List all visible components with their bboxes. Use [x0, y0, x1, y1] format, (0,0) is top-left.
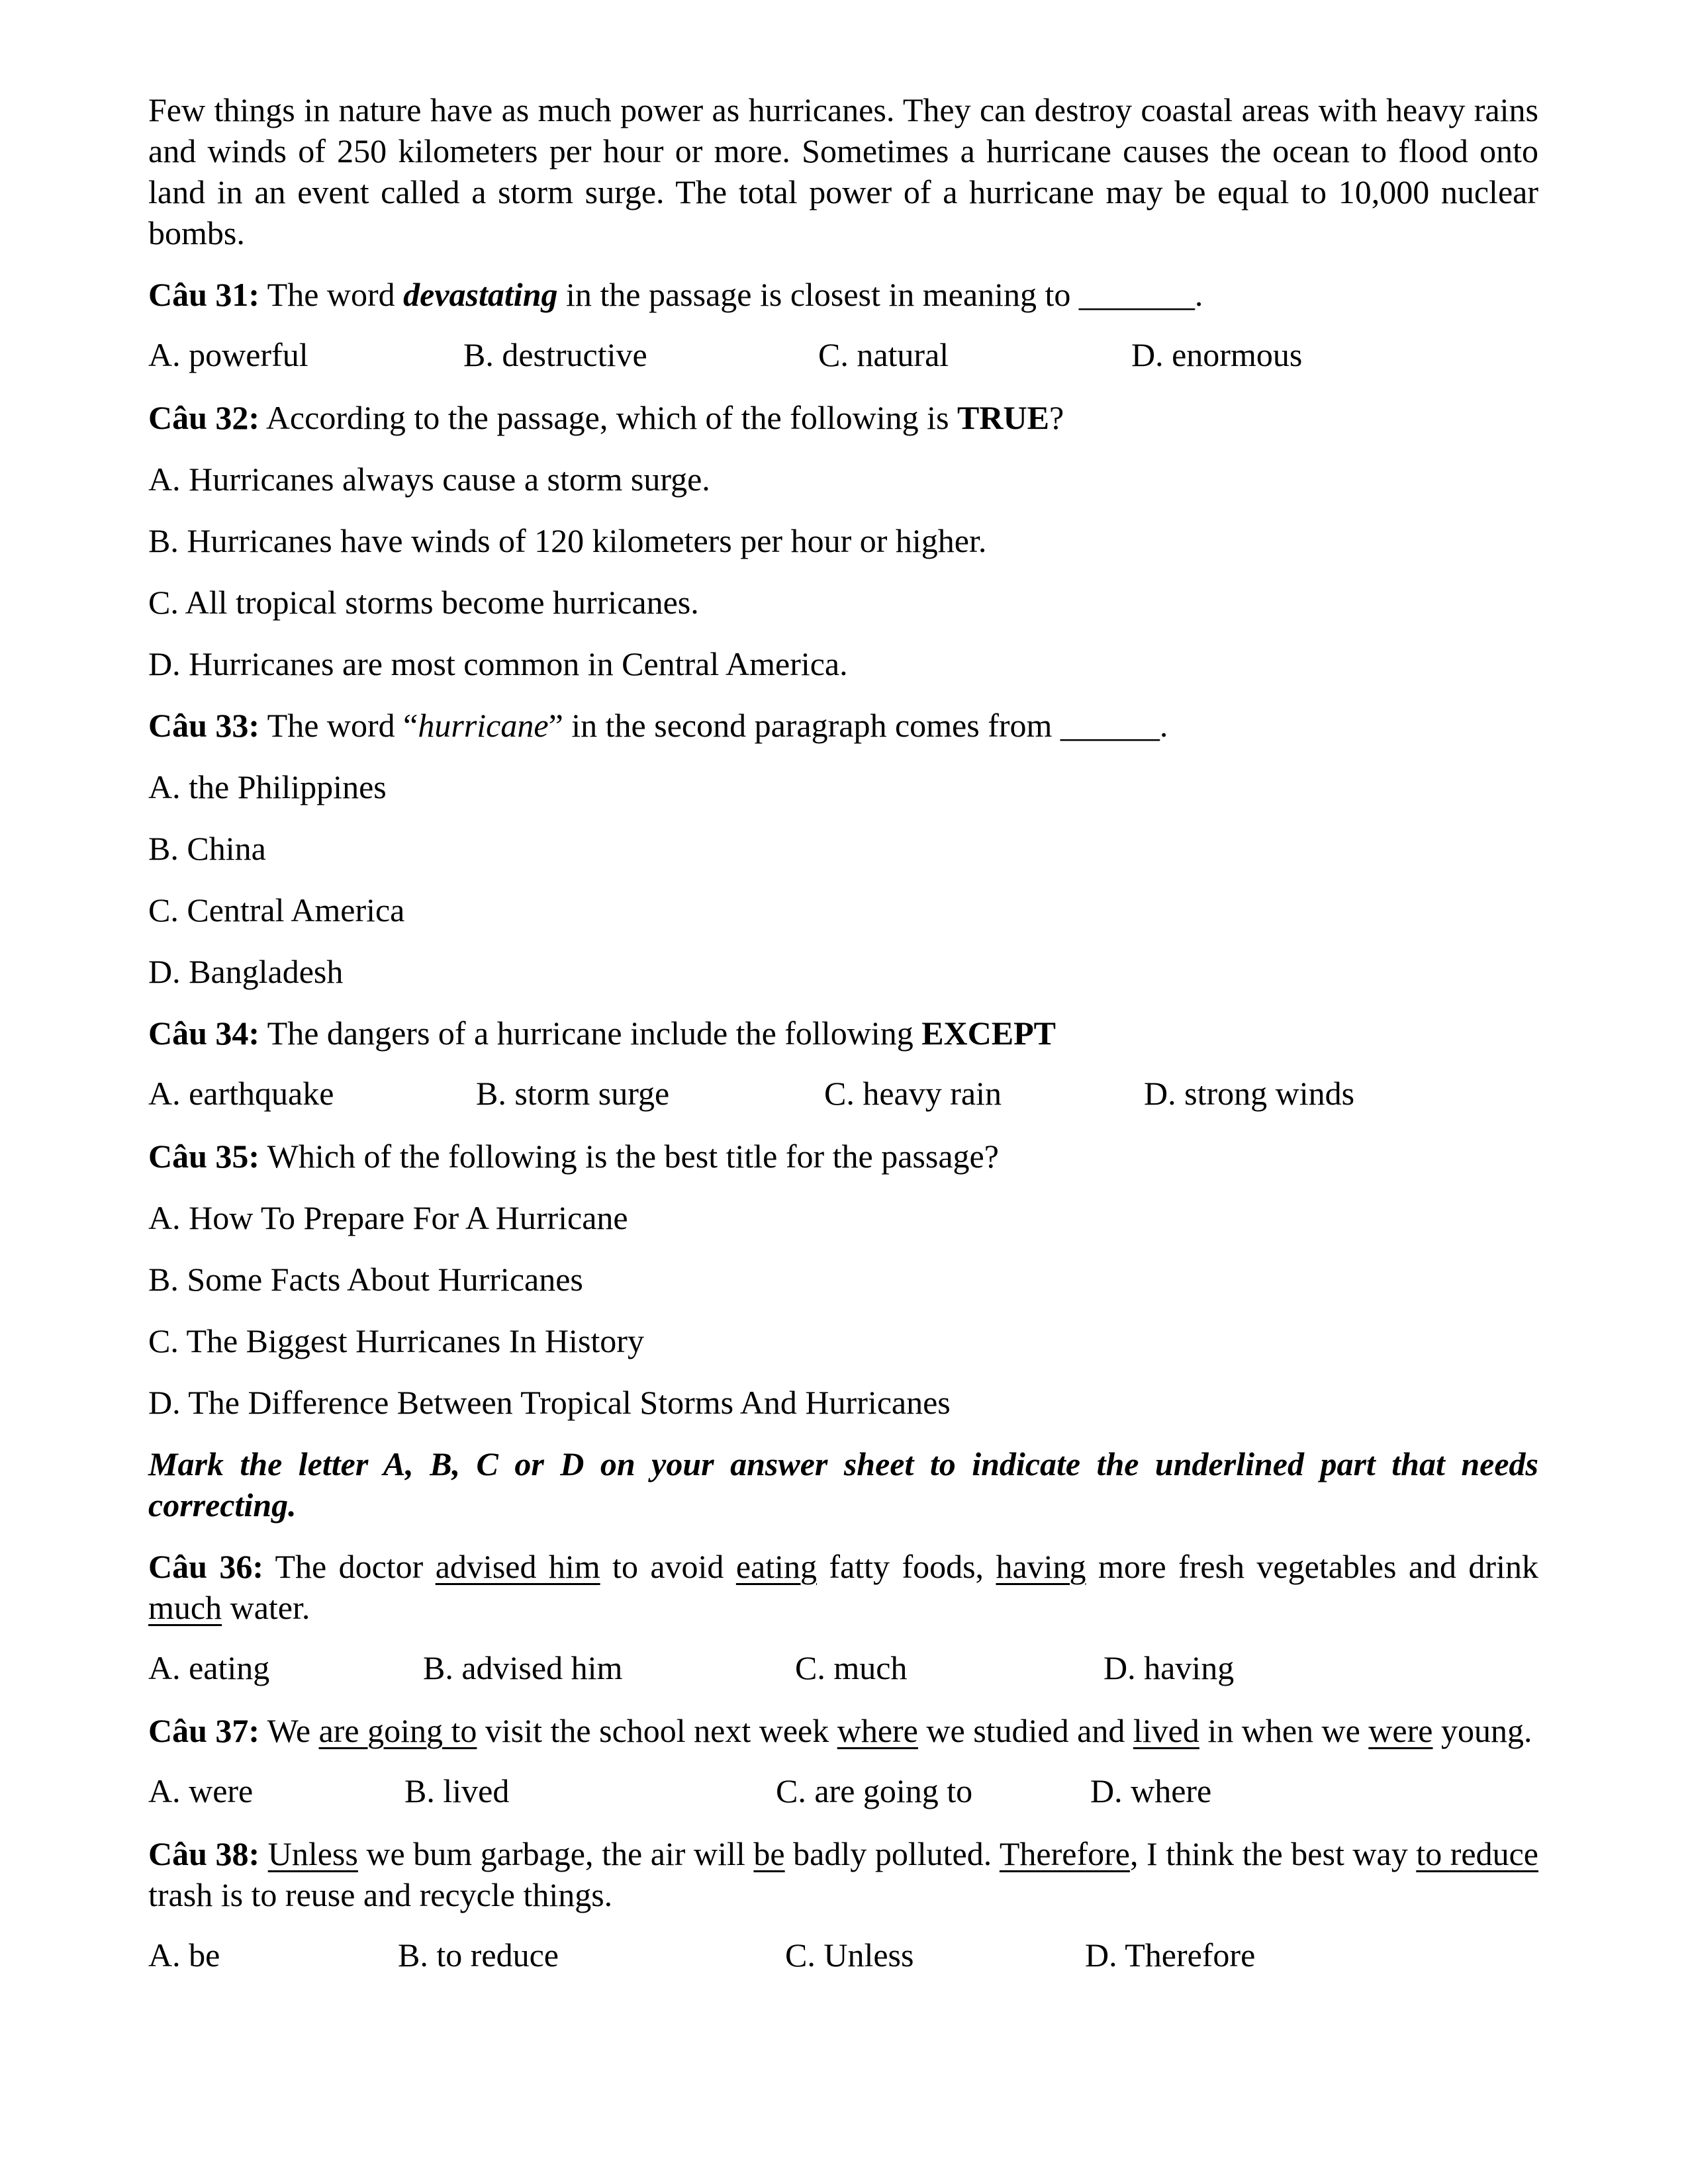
key-word: devastating: [403, 276, 558, 313]
key-word: hurricane: [418, 707, 549, 744]
underlined-part: are going to: [318, 1712, 477, 1749]
question-36: [148, 1546, 1538, 1628]
question-text: to avoid: [600, 1548, 736, 1585]
underlined-part: Unless: [267, 1835, 358, 1872]
option-c[interactable]: C. much: [795, 1649, 908, 1686]
option-c[interactable]: C. The Biggest Hurricanes In History: [148, 1322, 644, 1359]
option-b[interactable]: B. Hurricanes have winds of 120 kilometers per hour or higher.: [148, 522, 987, 559]
question-text: in when we: [1199, 1712, 1369, 1749]
question-text: The doctor: [263, 1548, 436, 1585]
underlined-part: Therefore: [999, 1835, 1130, 1872]
option-d[interactable]: D. Hurricanes are most common in Central America.: [148, 645, 848, 682]
reading-passage: Few things in nature have as much power as hurricanes. They can destroy coastal areas with heavy rains and winds of 250 kilometers per hour or more. Sometimes a hurricane causes the ocean to flood onto land in an event called a storm surge. The total power of a hurricane may be equal to 10,000 nuclear bombs.: [148, 91, 1538, 251]
options-row-34: [148, 1074, 1538, 1115]
question-text: water.: [222, 1589, 310, 1626]
question-label: Câu 36:: [148, 1548, 263, 1585]
question-text: visit the school next week: [477, 1712, 837, 1749]
option-c[interactable]: C. are going to: [776, 1772, 973, 1809]
options-row-38: [148, 1936, 1538, 1977]
option-a[interactable]: A. How To Prepare For A Hurricane: [148, 1199, 628, 1236]
question-text: The word: [259, 276, 404, 313]
question-text: ?: [1049, 399, 1064, 436]
options-row-31: [148, 336, 1538, 377]
question-text: Which of the following is the best title for the passage?: [259, 1138, 999, 1175]
underlined-part: were: [1368, 1712, 1433, 1749]
option-d[interactable]: D. enormous: [1131, 336, 1303, 373]
question-text: trash is to reuse and recycle things.: [148, 1876, 613, 1913]
option-a[interactable]: A. were: [148, 1772, 254, 1809]
underlined-part: advised him: [435, 1548, 600, 1585]
emphasis: TRUE: [957, 399, 1049, 436]
question-text: We: [259, 1712, 319, 1749]
question-label: Câu 35:: [148, 1138, 260, 1175]
question-34: [148, 1013, 1538, 1054]
underlined-part: having: [996, 1548, 1086, 1585]
option-a[interactable]: A. be: [148, 1936, 220, 1974]
question-label: Câu 31:: [148, 276, 260, 313]
option-b[interactable]: B. storm surge: [476, 1075, 670, 1112]
emphasis: EXCEPT: [921, 1015, 1056, 1052]
option-a[interactable]: A. Hurricanes always cause a storm surge.: [148, 461, 710, 498]
question-33: [148, 705, 1538, 746]
question-text: ” in the second paragraph comes from ______.: [548, 707, 1168, 744]
section-instruction: Mark the letter A, B, C or D on your answer sheet to indicate the underlined part that needs correcting.: [148, 1445, 1538, 1524]
question-text: fatty foods,: [817, 1548, 996, 1585]
underlined-part: be: [753, 1835, 785, 1872]
options-row-37: [148, 1772, 1538, 1813]
question-37: [148, 1710, 1538, 1751]
option-a[interactable]: A. the Philippines: [148, 768, 387, 805]
question-text: The word “: [259, 707, 418, 744]
question-text: , I think the best way: [1129, 1835, 1417, 1872]
question-label: Câu 37:: [148, 1712, 260, 1749]
option-d[interactable]: D. Bangladesh: [148, 953, 344, 990]
exam-page: [148, 89, 1538, 1977]
option-a[interactable]: A. earthquake: [148, 1075, 334, 1112]
question-text: more fresh vegetables and drink: [1086, 1548, 1538, 1585]
question-label: Câu 33:: [148, 707, 260, 744]
underlined-part: where: [837, 1712, 918, 1749]
question-38: [148, 1833, 1538, 1915]
option-d[interactable]: D. having: [1103, 1649, 1235, 1686]
option-a[interactable]: A. eating: [148, 1649, 270, 1686]
option-d[interactable]: D. The Difference Between Tropical Storms And Hurricanes: [148, 1384, 951, 1421]
option-c[interactable]: C. heavy rain: [824, 1075, 1002, 1112]
question-text: badly polluted.: [784, 1835, 1000, 1872]
option-c[interactable]: C. Unless: [785, 1936, 914, 1974]
option-b[interactable]: B. lived: [404, 1772, 510, 1809]
question-text: in the passage is closest in meaning to _______.: [557, 276, 1203, 313]
option-c[interactable]: C. natural: [818, 336, 949, 373]
underlined-part: eating: [735, 1548, 818, 1585]
option-b[interactable]: B. China: [148, 830, 266, 867]
option-b[interactable]: B. destructive: [463, 336, 647, 373]
underlined-part: lived: [1133, 1712, 1199, 1749]
option-d[interactable]: D. where: [1090, 1772, 1212, 1809]
underlined-part: to reduce: [1416, 1835, 1538, 1872]
option-b[interactable]: B. advised him: [423, 1649, 623, 1686]
question-text: The dangers of a hurricane include the following: [259, 1015, 922, 1052]
option-b[interactable]: B. Some Facts About Hurricanes: [148, 1261, 583, 1298]
option-c[interactable]: C. Central America: [148, 891, 405, 929]
option-d[interactable]: D. Therefore: [1085, 1936, 1256, 1974]
option-c[interactable]: C. All tropical storms become hurricanes.: [148, 584, 699, 621]
question-text: we studied and: [917, 1712, 1133, 1749]
underlined-part: much: [148, 1589, 222, 1626]
question-31: [148, 274, 1538, 315]
option-a[interactable]: A. powerful: [148, 336, 308, 373]
question-text: According to the passage, which of the following is: [259, 399, 958, 436]
question-label: Câu 38:: [148, 1835, 260, 1872]
question-text: we bum garbage, the air will: [357, 1835, 754, 1872]
question-label: Câu 32:: [148, 399, 260, 436]
question-label: Câu 34:: [148, 1015, 260, 1052]
option-b[interactable]: B. to reduce: [398, 1936, 559, 1974]
options-row-36: [148, 1649, 1538, 1690]
question-32: [148, 397, 1538, 438]
question-text: young.: [1432, 1712, 1532, 1749]
question-35: [148, 1136, 1538, 1177]
option-d[interactable]: D. strong winds: [1144, 1075, 1355, 1112]
question-text: [259, 1835, 268, 1872]
